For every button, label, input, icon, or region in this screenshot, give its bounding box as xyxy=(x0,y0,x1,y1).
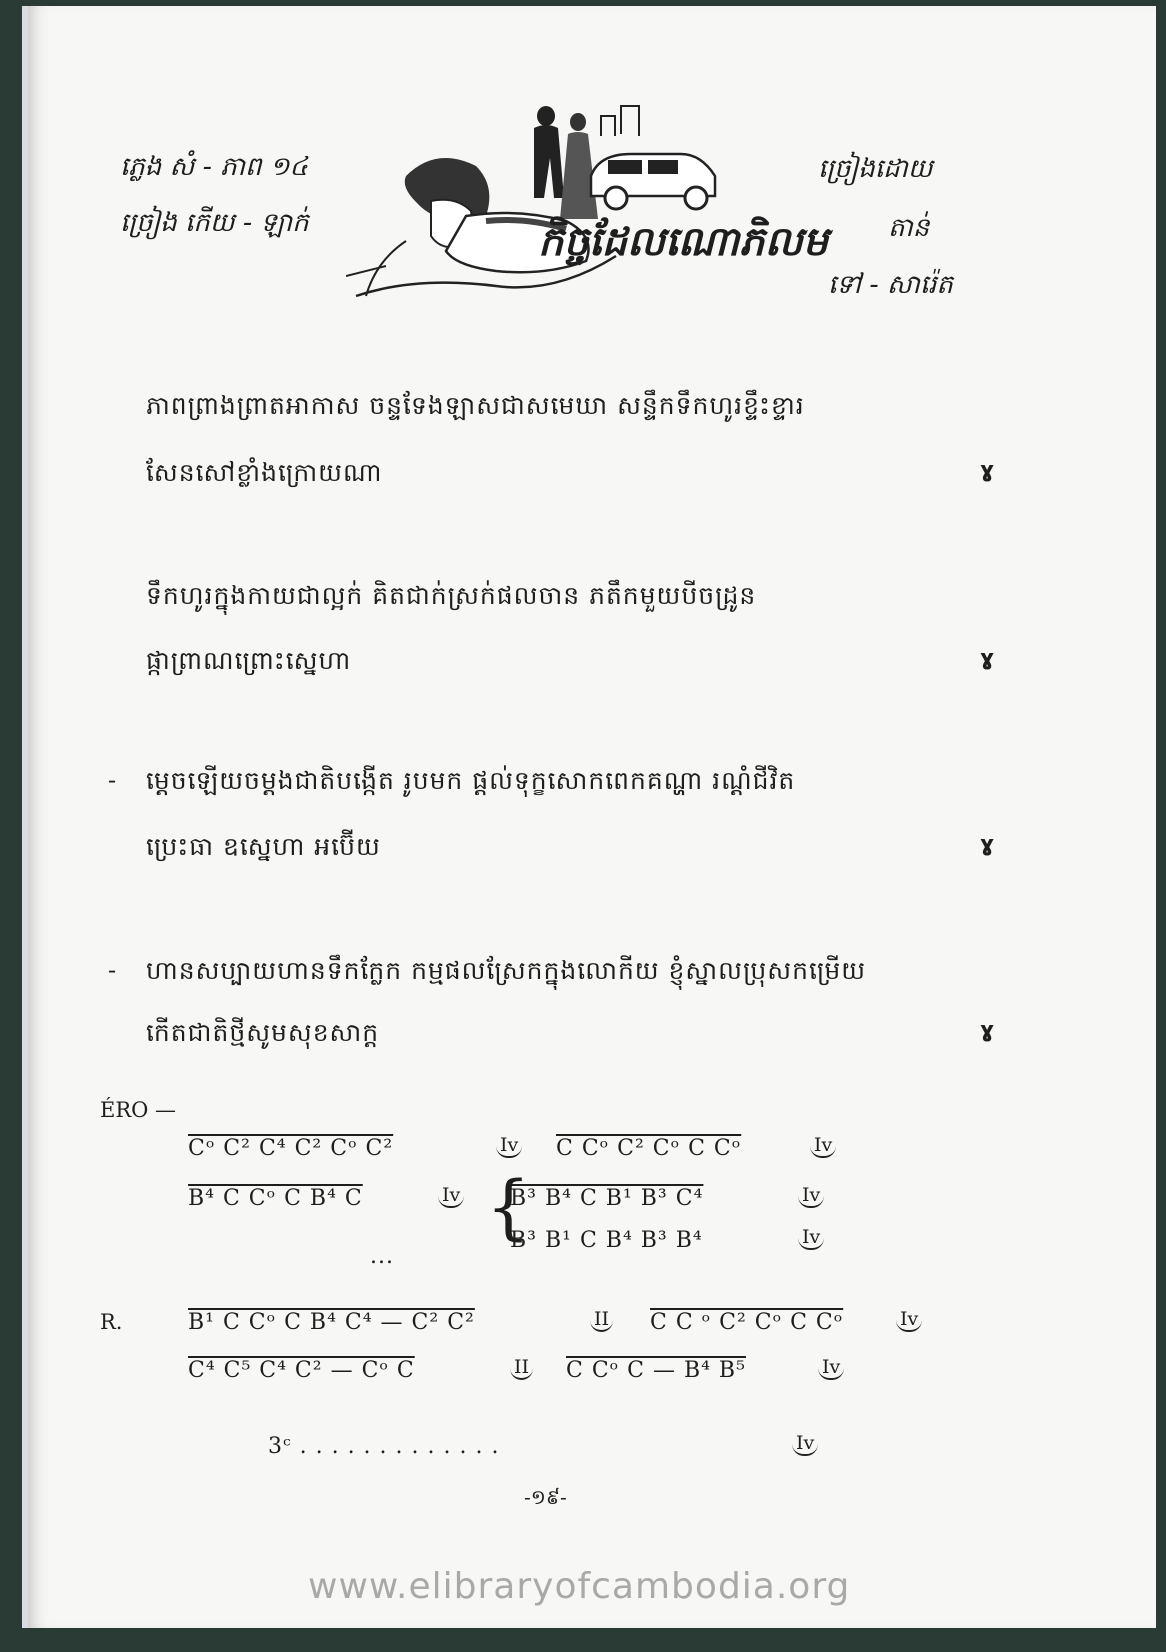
refrain-roman-3: II xyxy=(510,1356,533,1380)
header-lyricist: ច្រៀង កើយ - ឡាក់ xyxy=(120,208,309,238)
verse-4-line-1: ហានសប្បាយហានទឹកក្លែក កម្មផលស្រែកក្នុងលោកីយ ខ្ញុំស្នាលប្រុសកម្រើយ xyxy=(146,956,867,985)
verse-1-line-1: ភាពព្រាងព្រាតអាកាស ចន្ទទែងឡាសជាសមេឃា សន្ទឹកទឹកហូរខ្ទឹះខ្ទារ xyxy=(146,391,805,420)
chorus-label: ÉRO — xyxy=(100,1098,177,1122)
verse-3-marker: ɣ xyxy=(980,832,995,857)
verse-1-marker: ɣ xyxy=(980,458,995,483)
refrain-row-2a: C⁴ C⁵ C⁴ C² — Cᵒ C xyxy=(188,1358,415,1383)
header-singer-name: តាន់ xyxy=(888,213,930,243)
header-singer-label: ច្រៀងដោយ xyxy=(818,154,933,184)
chord-roman-5: Iv xyxy=(798,1226,824,1250)
chord-roman-4: Iv xyxy=(798,1184,824,1208)
verse-4-dash: - xyxy=(108,956,117,984)
chord-roman-1: Iv xyxy=(496,1134,522,1158)
watermark-url: www.elibraryofcambodia.org xyxy=(308,1566,851,1607)
refrain-row-2b: C Cᵒ C — B⁴ B⁵ xyxy=(566,1358,746,1383)
song-title: កិច្ចដែលណោភិលម xyxy=(538,219,829,265)
chord-roman-3: Iv xyxy=(438,1184,464,1208)
page-number: -១៩- xyxy=(524,1485,567,1509)
refrain-roman-1: II xyxy=(590,1308,613,1332)
refrain-row-1a: B¹ C Cᵒ C B⁴ C⁴ — C² C² xyxy=(188,1310,475,1335)
chord-row-1b: C Cᵒ C² Cᵒ C Cᵒ xyxy=(556,1136,742,1161)
chord-row-2a: B⁴ C Cᵒ C B⁴ C xyxy=(188,1186,363,1211)
verse-4-marker: ɣ xyxy=(980,1018,995,1043)
chord-row-3b: B³ B¹ C B⁴ B³ B⁴ xyxy=(510,1228,703,1253)
refrain-roman-2: Iv xyxy=(896,1308,922,1332)
document-page xyxy=(22,6,1156,1628)
header-composer: ភ្លេង សំ - ភាព ១៤ xyxy=(120,152,308,182)
verse-1-line-2: សែនសៅខ្លាំងក្រោយណា xyxy=(146,458,383,487)
verse-3-line-2: ប្រេះធា ឧស្នេហា អប៊ើយ xyxy=(146,832,381,861)
refrain-roman-4: Iv xyxy=(818,1356,844,1380)
verse-2-line-2: ផ្កាព្រាណព្រោះស្នេហា xyxy=(146,646,352,675)
refrain-label: R. xyxy=(100,1310,123,1334)
refrain-row-3: 3ᶜ . . . . . . . . . . . . . xyxy=(268,1434,500,1459)
verse-2-line-1: ទឹកហូរក្នុងកាយជាល្អក់ គិតជាក់ស្រក់ផលចាន ភតឹកមួយបីចដ្រូន xyxy=(146,581,757,610)
chord-brace: { xyxy=(486,1166,531,1248)
refrain-roman-5: Iv xyxy=(792,1432,818,1456)
chord-ellipsis: ... xyxy=(370,1244,394,1269)
song-illustration xyxy=(346,96,796,326)
chord-roman-2: Iv xyxy=(810,1134,836,1158)
header-singer-name-2: ទៅ - សារ៉េត xyxy=(828,270,953,300)
chord-row-1a: Cᵒ C² C⁴ C² Cᵒ C² xyxy=(188,1136,394,1161)
verse-3-dash: - xyxy=(108,766,117,794)
verse-4-line-2: កើតជាតិថ្មីសូមសុខសាក្ត xyxy=(146,1018,380,1047)
chord-row-2b: B³ B⁴ C B¹ B³ C⁴ xyxy=(510,1186,704,1211)
verse-2-marker: ɣ xyxy=(980,646,995,671)
verse-3-line-1: ម្ដេចឡើយចម្ដងជាតិបង្កើត រូបមក ផ្តល់ទុក្ខសោកពេកគណ្ហា រណ្ដំជីវិត xyxy=(146,766,796,795)
refrain-row-1b: C C ᵒ C² Cᵒ C Cᵒ xyxy=(650,1310,844,1335)
